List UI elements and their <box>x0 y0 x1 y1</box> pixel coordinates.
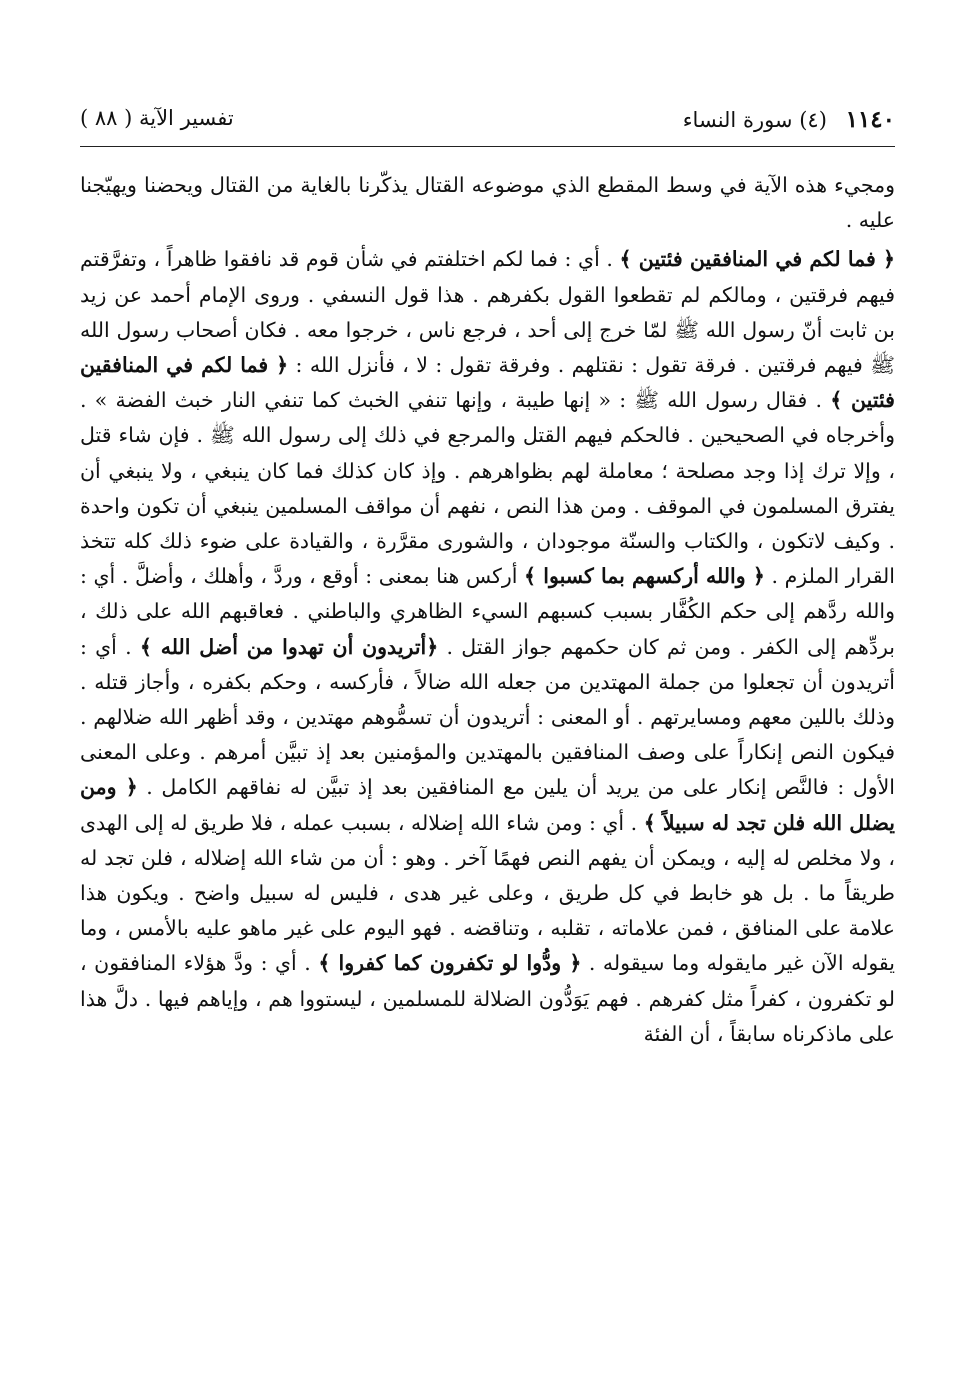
quran-quote: ﴿ ودُّوا لو تكفرون كما كفروا ﴾ <box>318 951 582 976</box>
commentary-text: أركس هنا بمعنى : أوقع ، وردَّ ، وأهلك ، وأضلَّ . أي : والله ردَّهم إلى حكم الكُفَّار بسبب كسبهم السيء الظاهري والباطني . <box>80 564 895 624</box>
page-number: ١١٤٠ <box>845 106 895 133</box>
quran-quote: ﴿أتريدون أن تهدوا من أضل الله ﴾ <box>139 634 439 659</box>
commentary-text: فعاقبهم الله على ذلك ، بردِّهم إلى الكفر . ومن ثم كان حكمهم جواز القتل . <box>80 599 896 659</box>
paragraph <box>80 242 895 1052</box>
quran-quote: ﴿ ومن يضلل الله فلن تجد له سبيلاً ﴾ <box>80 775 895 835</box>
quran-quote: ﴿ فما لكم في المنافقين فئتين ﴾ <box>80 353 895 413</box>
commentary-text: . أي : فما لكم اختلفتم في شأن قوم قد نافقوا ظاهراً ، وتفرَّقتم فيهم فرقتين ، ومالكم لم تقطعوا القول بكفرهم . هذا قول النسفي . وروى الإمام أحمد عن زيد بن ثابت أنّ رسول الله ﷺ لمّا خرج إلى أحد ، فرجع ناس ، خرجوا معه . فكان أصحاب رسول الله ﷺ فيهم فرقتين . فرقة تقول : نقتلهم . وفرقة تقول : لا ، فأنزل الله : <box>80 247 895 378</box>
header-divider <box>80 146 895 147</box>
commentary-text: . أي : أتريدون أن تجعلوا من جملة المهتدين من جعله الله ضالاً ، فأركسه ، وحكم بكفره ، وأجاز قتله . وذلك باللين معهم ومسايرتهم . أو المعنى : أتريدون أن تسمُّوهم مهتدين ، وقد أظهر الله ضلالهم . فيكون النص إنكاراً على وصف المنافقين بالمهتدين والمؤمنين بعد إذ تبيَّن أمرهم . وعلى المعنى الأول : فالنَّص إنكار على من يريد أن يلين مع المنافقين بعد إذ تبيَّن له نفاقهم الكامل . <box>80 634 895 800</box>
commentary-text: ومجيء هذه الآية في وسط المقطع الذي موضوعه القتال يذكّرنا بالغاية من القتال ويحضنا ويهيّجنا عليه . <box>80 173 895 233</box>
body-text <box>80 168 895 1052</box>
commentary-text: . فقال رسول الله ﷺ : « إنها طيبة ، وإنها تنفي الخبث كما تنفي النار خبث الفضة » . وأخرجاه في الصحيحين . فالحكم فيهم القتل والمرجع في ذلك إلى رسول الله ﷺ . فإن شاء قتل ، وإلا ترك إذا وجد مصلحة ؛ معاملة لهم بظواهرهم . وإذ كان كذلك فما كان ينبغي ، ولا ينبغي أن يفترق المسلمون في الموقف . ومن هذا النص ، نفهم أن مواقف المسلمين ينبغي أن تكون واحدة . وكيف لاتكون ، والكتاب والسنّة موجودان ، والشورى مقرَّرة ، والقيادة على ضوء ذلك كله تتخذ القرار الملزم . <box>80 388 895 589</box>
commentary-text: . أي : ودَّ هؤلاء المنافقون ، لو تكفرون ، كفراً مثل كفرهم . فهم يَوَدُّون الضلالة للمسلمين ، ليستووا هم ، وإياهم فيها . دلَّ هذا على ماذكرناه سابقاً ، أن الفئة <box>80 951 895 1046</box>
header-right <box>683 106 895 133</box>
paragraph <box>80 168 895 238</box>
surah-title: (٤) سورة النساء <box>682 108 827 132</box>
commentary-text: . أي : ومن شاء الله إضلاله ، بسبب عمله ، فلا طريق له إلى الهدى ، ولا مخلص له إليه ، ويمكن أن يفهم النص فهمًا آخر . وهو : أن من شاء الله إضلاله ، فلن تجد له طريقاً ما . بل هو خابط في كل طريق ، وعلى غير هدى ، فليس له سبيل واضح . ويكون هذا علامة على المنافق ، فمن علاماته ، تقلبه ، وتناقضه . فهو اليوم على غير ماهو عليه بالأمس ، وما يقوله الآن غير مايقوله وما سيقوله . <box>80 810 895 976</box>
running-header <box>80 100 895 140</box>
quran-quote: ﴿ والله أركسهم بما كسبوا ﴾ <box>524 564 765 589</box>
quran-quote: ﴿ فما لكم في المنافقين فئتين ﴾ <box>619 247 895 272</box>
section-title: تفسير الآية ( ٨٨ ) <box>80 106 234 130</box>
